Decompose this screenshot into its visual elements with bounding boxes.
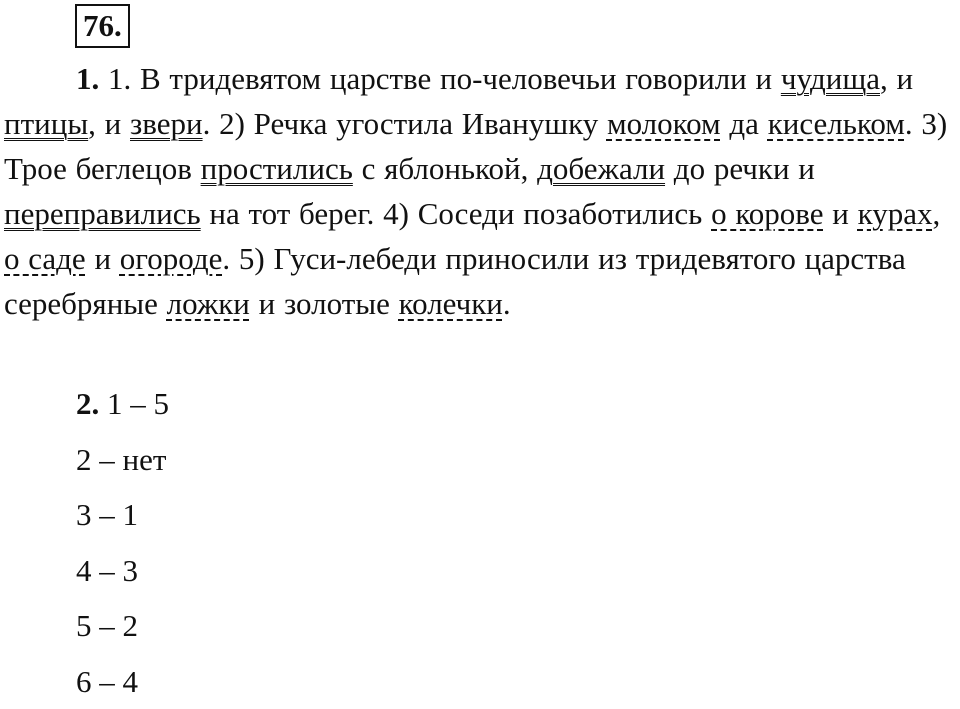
object-word: молоком	[607, 106, 721, 141]
text-segment: на тот берег. 4) Соседи позаботились	[201, 196, 711, 231]
object-word: о саде	[4, 241, 86, 276]
answer-line: 5 – 2	[76, 598, 169, 654]
text-segment: до речки и	[665, 151, 815, 186]
text-segment: да	[721, 106, 768, 141]
answer-line: 4 – 3	[76, 543, 169, 599]
answer-value: 1 – 5	[107, 386, 169, 421]
text-segment: . 5) Гуси-лебеди приносили из тридевятого царства серебряные	[4, 241, 906, 321]
subject-word: звери	[130, 106, 203, 141]
subject-word: птицы	[4, 106, 88, 141]
task-1-label: 1.	[76, 61, 99, 96]
object-word: колечки	[399, 286, 503, 321]
text-segment: , и	[880, 61, 913, 96]
text-segment: .	[503, 286, 511, 321]
task-2-answers	[76, 376, 169, 709]
predicate-word: переправились	[4, 196, 201, 231]
answer-line: 6 – 4	[76, 654, 169, 709]
text-segment: 1. В тридевятом царстве по-человечьи говорили и	[99, 61, 781, 96]
exercise-number: 76.	[75, 4, 130, 48]
task-1-paragraph	[4, 56, 960, 326]
answer-line	[76, 376, 169, 432]
answer-line: 2 – нет	[76, 432, 169, 488]
text-segment: ,	[933, 196, 941, 231]
text-segment: с яблонькой,	[353, 151, 537, 186]
text-segment: и	[86, 241, 120, 276]
object-word: о корове	[711, 196, 823, 231]
object-word: курах	[858, 196, 933, 231]
text-segment: . 3) Трое беглецов	[4, 106, 947, 186]
answer-line: 3 – 1	[76, 487, 169, 543]
text-segment: и золотые	[250, 286, 399, 321]
text-segment: и	[824, 196, 858, 231]
object-word: ложки	[167, 286, 250, 321]
task-2-label: 2.	[76, 386, 99, 421]
predicate-word: простились	[201, 151, 353, 186]
object-word: огороде	[120, 241, 223, 276]
text-segment: . 2) Речка угостила Иванушку	[203, 106, 607, 141]
object-word: кисельком	[768, 106, 905, 141]
text-segment: , и	[88, 106, 130, 141]
predicate-word: добежали	[537, 151, 665, 186]
subject-word: чудища	[781, 61, 880, 96]
